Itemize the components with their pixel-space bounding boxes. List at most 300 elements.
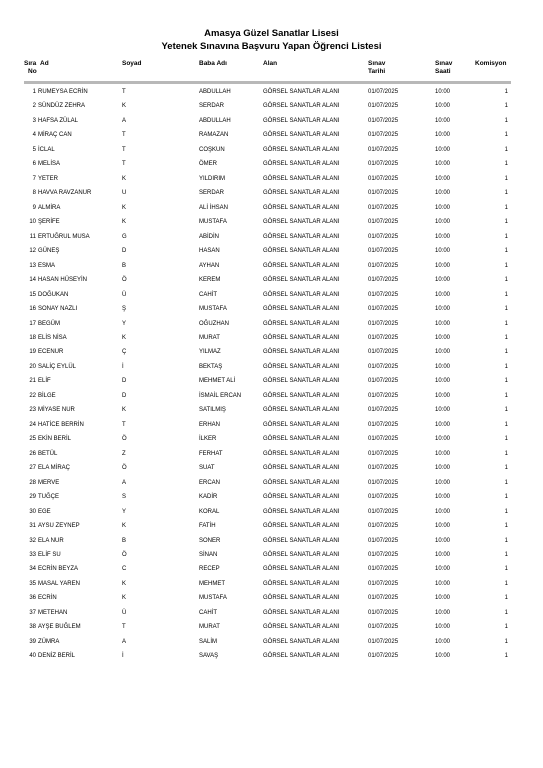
cell-baba-adi: YILDIRIM xyxy=(199,175,226,182)
cell-komisyon: 1 xyxy=(504,320,508,327)
table-row xyxy=(0,649,543,663)
cell-soyad: B xyxy=(122,262,127,269)
cell-baba-adi: SUAT xyxy=(199,465,215,472)
cell-komisyon: 1 xyxy=(504,638,508,645)
table-row xyxy=(0,562,543,576)
cell-soyad: T xyxy=(122,624,126,631)
cell-alan: GÖRSEL SANATLAR ALANI xyxy=(263,653,340,660)
table-row xyxy=(0,505,543,519)
cell-baba-adi: SİNAN xyxy=(199,552,218,558)
cell-alan: GÖRSEL SANATLAR ALANI xyxy=(263,638,340,645)
cell-ad: EKİN BERİL xyxy=(38,436,72,443)
cell-soyad: K xyxy=(122,523,127,530)
cell-baba-adi: KADİR xyxy=(199,494,218,501)
cell-komisyon: 1 xyxy=(504,219,508,226)
cell-komisyon: 1 xyxy=(504,407,508,414)
cell-ad: MİRAÇ CAN xyxy=(38,132,72,139)
table-row xyxy=(0,461,543,475)
cell-sira-no: 13 xyxy=(29,262,36,269)
table-row xyxy=(0,591,543,605)
cell-baba-adi: ABİDİN xyxy=(199,233,220,240)
cell-komisyon: 1 xyxy=(504,334,508,341)
table-row xyxy=(0,99,543,113)
cell-soyad: S xyxy=(122,494,127,501)
cell-sinav-tarihi: 01/07/2025 xyxy=(368,349,399,356)
cell-soyad: K xyxy=(122,595,127,602)
cell-sinav-tarihi: 01/07/2025 xyxy=(368,609,399,616)
cell-sinav-tarihi: 01/07/2025 xyxy=(368,175,399,182)
cell-sinav-saati: 10:00 xyxy=(435,523,451,530)
cell-komisyon: 1 xyxy=(504,537,508,544)
cell-sira-no: 22 xyxy=(29,392,36,399)
table-row xyxy=(0,447,543,461)
cell-sinav-tarihi: 01/07/2025 xyxy=(368,552,399,558)
cell-sinav-saati: 10:00 xyxy=(435,609,451,616)
cell-sira-no: 17 xyxy=(29,320,36,327)
cell-komisyon: 1 xyxy=(504,436,508,443)
cell-baba-adi: SERDAR xyxy=(199,190,225,197)
cell-ad: SALİÇ EYLÜL xyxy=(38,363,77,370)
cell-komisyon: 1 xyxy=(504,624,508,631)
cell-komisyon: 1 xyxy=(504,132,508,139)
column-header-saati-line2: Saati xyxy=(435,68,451,75)
cell-sinav-tarihi: 01/07/2025 xyxy=(368,638,399,645)
column-header-saati-line1: Sınav xyxy=(435,60,453,67)
header-divider xyxy=(24,81,511,84)
cell-ad: ŞERİFE xyxy=(38,219,60,226)
cell-sinav-saati: 10:00 xyxy=(435,479,451,486)
cell-komisyon: 1 xyxy=(504,204,508,211)
cell-sinav-saati: 10:00 xyxy=(435,653,451,660)
cell-sinav-saati: 10:00 xyxy=(435,552,451,558)
cell-sira-no: 9 xyxy=(32,204,36,211)
cell-sinav-saati: 10:00 xyxy=(435,407,451,414)
cell-ad: HAVVA RAVZANUR xyxy=(38,190,92,197)
cell-komisyon: 1 xyxy=(504,190,508,197)
cell-sira-no: 1 xyxy=(32,89,36,95)
cell-sinav-tarihi: 01/07/2025 xyxy=(368,306,399,313)
cell-soyad: Z xyxy=(122,450,126,457)
cell-baba-adi: BEKTAŞ xyxy=(199,363,223,370)
table-row xyxy=(0,432,543,446)
cell-ad: GÜNEŞ xyxy=(38,248,60,255)
table-row xyxy=(0,476,543,490)
cell-sinav-tarihi: 01/07/2025 xyxy=(368,334,399,341)
cell-sinav-tarihi: 01/07/2025 xyxy=(368,494,399,501)
cell-baba-adi: CAHİT xyxy=(199,291,217,298)
cell-soyad: C xyxy=(122,566,127,573)
cell-sinav-saati: 10:00 xyxy=(435,465,451,472)
cell-soyad: Y xyxy=(122,320,127,327)
cell-ad: METEHAN xyxy=(38,609,68,616)
cell-sinav-tarihi: 01/07/2025 xyxy=(368,190,399,197)
column-header-sira-line1: Sıra xyxy=(24,60,37,67)
cell-soyad: Ü xyxy=(122,291,127,298)
cell-sinav-saati: 10:00 xyxy=(435,117,451,124)
cell-komisyon: 1 xyxy=(504,421,508,428)
cell-sira-no: 24 xyxy=(29,421,36,428)
cell-komisyon: 1 xyxy=(504,363,508,370)
table-row xyxy=(0,548,543,562)
cell-soyad: K xyxy=(122,219,127,226)
cell-alan: GÖRSEL SANATLAR ALANI xyxy=(263,132,340,139)
cell-komisyon: 1 xyxy=(504,450,508,457)
cell-alan: GÖRSEL SANATLAR ALANI xyxy=(263,190,340,197)
cell-baba-adi: İSMAİL ERCAN xyxy=(199,392,242,399)
cell-sira-no: 38 xyxy=(29,624,36,631)
cell-komisyon: 1 xyxy=(504,291,508,298)
cell-alan: GÖRSEL SANATLAR ALANI xyxy=(263,595,340,602)
cell-baba-adi: SONER xyxy=(199,537,221,544)
table-row xyxy=(0,230,543,244)
cell-sinav-saati: 10:00 xyxy=(435,580,451,587)
cell-sinav-saati: 10:00 xyxy=(435,392,451,399)
cell-ad: SONAY NAZLI xyxy=(38,306,78,313)
cell-alan: GÖRSEL SANATLAR ALANI xyxy=(263,291,340,298)
cell-baba-adi: YILMAZ xyxy=(199,349,221,356)
cell-sira-no: 15 xyxy=(29,291,36,298)
cell-sinav-saati: 10:00 xyxy=(435,450,451,457)
cell-sinav-tarihi: 01/07/2025 xyxy=(368,320,399,327)
cell-ad: ECRİN xyxy=(38,595,57,602)
cell-alan: GÖRSEL SANATLAR ALANI xyxy=(263,320,340,327)
cell-sinav-saati: 10:00 xyxy=(435,320,451,327)
cell-baba-adi: MEHMET ALİ xyxy=(199,378,236,385)
cell-baba-adi: ERCAN xyxy=(199,479,221,486)
cell-alan: GÖRSEL SANATLAR ALANI xyxy=(263,277,340,284)
table-row xyxy=(0,157,543,171)
cell-soyad: K xyxy=(122,103,127,110)
cell-alan: GÖRSEL SANATLAR ALANI xyxy=(263,161,340,168)
cell-komisyon: 1 xyxy=(504,523,508,530)
table-row xyxy=(0,534,543,548)
cell-sinav-tarihi: 01/07/2025 xyxy=(368,89,399,95)
column-header-sira-no xyxy=(24,60,37,76)
cell-soyad: D xyxy=(122,378,127,385)
cell-baba-adi: SALİM xyxy=(199,638,218,645)
cell-komisyon: 1 xyxy=(504,161,508,168)
cell-sira-no: 30 xyxy=(29,508,36,515)
cell-sira-no: 29 xyxy=(29,494,36,501)
cell-sinav-tarihi: 01/07/2025 xyxy=(368,363,399,370)
cell-sinav-saati: 10:00 xyxy=(435,638,451,645)
column-header-baba-adi: Baba Adı xyxy=(199,60,227,67)
cell-komisyon: 1 xyxy=(504,465,508,472)
cell-sinav-tarihi: 01/07/2025 xyxy=(368,204,399,211)
column-header-alan: Alan xyxy=(263,60,278,67)
cell-sinav-saati: 10:00 xyxy=(435,595,451,602)
cell-baba-adi: COŞKUN xyxy=(199,146,225,153)
cell-soyad: A xyxy=(122,638,127,645)
table-row xyxy=(0,317,543,331)
cell-soyad: Ö xyxy=(122,277,127,284)
table-row xyxy=(0,389,543,403)
cell-soyad: İ xyxy=(122,363,124,370)
cell-sinav-tarihi: 01/07/2025 xyxy=(368,103,399,110)
cell-sinav-saati: 10:00 xyxy=(435,537,451,544)
cell-komisyon: 1 xyxy=(504,175,508,182)
cell-sira-no: 3 xyxy=(32,117,36,124)
table-row xyxy=(0,490,543,504)
cell-alan: GÖRSEL SANATLAR ALANI xyxy=(263,537,340,544)
cell-baba-adi: CAHİT xyxy=(199,609,217,616)
cell-soyad: Ç xyxy=(122,349,127,356)
cell-sira-no: 31 xyxy=(29,523,36,530)
cell-sinav-saati: 10:00 xyxy=(435,262,451,269)
cell-komisyon: 1 xyxy=(504,653,508,660)
cell-baba-adi: İLKER xyxy=(199,436,217,443)
cell-alan: GÖRSEL SANATLAR ALANI xyxy=(263,103,340,110)
cell-sinav-tarihi: 01/07/2025 xyxy=(368,537,399,544)
cell-sinav-tarihi: 01/07/2025 xyxy=(368,421,399,428)
cell-komisyon: 1 xyxy=(504,609,508,616)
cell-ad: YETER xyxy=(38,175,59,182)
cell-sinav-saati: 10:00 xyxy=(435,190,451,197)
cell-sinav-tarihi: 01/07/2025 xyxy=(368,479,399,486)
column-header-no-line2: No xyxy=(28,68,37,75)
cell-baba-adi: MURAT xyxy=(199,334,220,341)
table-row xyxy=(0,201,543,215)
student-list xyxy=(0,85,543,664)
cell-ad: HAFSA ZÜLAL xyxy=(38,117,79,124)
cell-komisyon: 1 xyxy=(504,566,508,573)
cell-alan: GÖRSEL SANATLAR ALANI xyxy=(263,450,340,457)
cell-sinav-saati: 10:00 xyxy=(435,508,451,515)
cell-alan: GÖRSEL SANATLAR ALANI xyxy=(263,262,340,269)
cell-baba-adi: KORAL xyxy=(199,508,220,515)
cell-soyad: K xyxy=(122,580,127,587)
cell-ad: ESMA xyxy=(38,262,56,269)
cell-sinav-saati: 10:00 xyxy=(435,363,451,370)
cell-soyad: Ö xyxy=(122,552,127,558)
cell-baba-adi: ÖMER xyxy=(199,161,217,168)
table-row xyxy=(0,418,543,432)
cell-sira-no: 34 xyxy=(29,566,36,573)
table-row xyxy=(0,302,543,316)
cell-sira-no: 5 xyxy=(32,146,36,153)
cell-sira-no: 14 xyxy=(29,277,36,284)
cell-ad: ECRİN BEYZA xyxy=(38,566,79,573)
cell-sinav-saati: 10:00 xyxy=(435,233,451,240)
cell-baba-adi: MUSTAFA xyxy=(199,306,227,313)
cell-ad: MELİSA xyxy=(38,161,61,168)
cell-alan: GÖRSEL SANATLAR ALANI xyxy=(263,421,340,428)
cell-sinav-saati: 10:00 xyxy=(435,248,451,255)
cell-alan: GÖRSEL SANATLAR ALANI xyxy=(263,407,340,414)
cell-sinav-tarihi: 01/07/2025 xyxy=(368,436,399,443)
cell-sinav-saati: 10:00 xyxy=(435,624,451,631)
cell-alan: GÖRSEL SANATLAR ALANI xyxy=(263,204,340,211)
cell-sinav-saati: 10:00 xyxy=(435,161,451,168)
cell-sira-no: 23 xyxy=(29,407,36,414)
cell-sinav-saati: 10:00 xyxy=(435,378,451,385)
cell-ad: MASAL YAREN xyxy=(38,580,80,587)
table-row xyxy=(0,128,543,142)
cell-sinav-saati: 10:00 xyxy=(435,334,451,341)
cell-soyad: B xyxy=(122,537,127,544)
cell-soyad: T xyxy=(122,161,126,168)
cell-soyad: A xyxy=(122,479,127,486)
cell-ad: ELA NUR xyxy=(38,537,64,544)
cell-komisyon: 1 xyxy=(504,494,508,501)
cell-sinav-tarihi: 01/07/2025 xyxy=(368,146,399,153)
column-header-tarihi-line2: Tarihi xyxy=(368,68,386,75)
table-row xyxy=(0,577,543,591)
cell-komisyon: 1 xyxy=(504,378,508,385)
cell-ad: TUĞÇE xyxy=(38,494,59,501)
cell-baba-adi: SERDAR xyxy=(199,103,225,110)
cell-soyad: Y xyxy=(122,508,127,515)
table-row xyxy=(0,186,543,200)
cell-soyad: Ö xyxy=(122,436,127,443)
cell-alan: GÖRSEL SANATLAR ALANI xyxy=(263,465,340,472)
cell-sira-no: 28 xyxy=(29,479,36,486)
cell-alan: GÖRSEL SANATLAR ALANI xyxy=(263,363,340,370)
cell-alan: GÖRSEL SANATLAR ALANI xyxy=(263,508,340,515)
cell-ad: DENİZ BERİL xyxy=(38,653,76,660)
cell-alan: GÖRSEL SANATLAR ALANI xyxy=(263,89,340,95)
table-row xyxy=(0,403,543,417)
cell-sira-no: 11 xyxy=(29,233,36,240)
cell-ad: ELA MİRAÇ xyxy=(38,465,71,472)
cell-sira-no: 35 xyxy=(29,580,36,587)
cell-baba-adi: FERHAT xyxy=(199,450,223,457)
cell-komisyon: 1 xyxy=(504,595,508,602)
cell-sinav-tarihi: 01/07/2025 xyxy=(368,378,399,385)
cell-sinav-saati: 10:00 xyxy=(435,219,451,226)
table-row xyxy=(0,620,543,634)
table-row xyxy=(0,143,543,157)
cell-ad: AYSU ZEYNEP xyxy=(38,523,80,530)
cell-alan: GÖRSEL SANATLAR ALANI xyxy=(263,624,340,631)
cell-baba-adi: RECEP xyxy=(199,566,220,573)
cell-sinav-tarihi: 01/07/2025 xyxy=(368,624,399,631)
cell-sinav-tarihi: 01/07/2025 xyxy=(368,291,399,298)
cell-baba-adi: HASAN xyxy=(199,248,220,255)
table-row xyxy=(0,273,543,287)
cell-sira-no: 2 xyxy=(32,103,36,110)
cell-soyad: G xyxy=(122,233,127,240)
cell-baba-adi: MUSTAFA xyxy=(199,219,227,226)
cell-sinav-saati: 10:00 xyxy=(435,132,451,139)
cell-soyad: Ü xyxy=(122,609,127,616)
cell-ad: ERTUĞRUL MUSA xyxy=(38,233,90,240)
cell-sinav-tarihi: 01/07/2025 xyxy=(368,277,399,284)
cell-sinav-saati: 10:00 xyxy=(435,436,451,443)
cell-sinav-tarihi: 01/07/2025 xyxy=(368,595,399,602)
table-row xyxy=(0,374,543,388)
cell-baba-adi: KEREM xyxy=(199,277,221,284)
cell-sinav-saati: 10:00 xyxy=(435,175,451,182)
cell-alan: GÖRSEL SANATLAR ALANI xyxy=(263,334,340,341)
table-header xyxy=(0,60,543,80)
table-row xyxy=(0,85,543,99)
cell-sinav-tarihi: 01/07/2025 xyxy=(368,653,399,660)
column-header-soyad: Soyad xyxy=(122,60,142,67)
cell-sinav-tarihi: 01/07/2025 xyxy=(368,523,399,530)
cell-baba-adi: SAVAŞ xyxy=(199,653,219,660)
cell-alan: GÖRSEL SANATLAR ALANI xyxy=(263,479,340,486)
cell-alan: GÖRSEL SANATLAR ALANI xyxy=(263,436,340,443)
cell-ad: MERVE xyxy=(38,479,60,486)
cell-sinav-tarihi: 01/07/2025 xyxy=(368,161,399,168)
cell-sinav-tarihi: 01/07/2025 xyxy=(368,566,399,573)
cell-baba-adi: SATILMIŞ xyxy=(199,407,226,414)
cell-ad: ELİS NİSA xyxy=(38,334,67,341)
cell-sira-no: 36 xyxy=(29,595,36,602)
cell-sinav-saati: 10:00 xyxy=(435,89,451,95)
cell-alan: GÖRSEL SANATLAR ALANI xyxy=(263,580,340,587)
cell-ad: ELİF SU xyxy=(38,552,61,558)
table-row xyxy=(0,215,543,229)
cell-alan: GÖRSEL SANATLAR ALANI xyxy=(263,233,340,240)
cell-baba-adi: MURAT xyxy=(199,624,220,631)
cell-alan: GÖRSEL SANATLAR ALANI xyxy=(263,219,340,226)
table-row xyxy=(0,259,543,273)
cell-alan: GÖRSEL SANATLAR ALANI xyxy=(263,248,340,255)
cell-alan: GÖRSEL SANATLAR ALANI xyxy=(263,392,340,399)
cell-sinav-tarihi: 01/07/2025 xyxy=(368,465,399,472)
cell-alan: GÖRSEL SANATLAR ALANI xyxy=(263,552,340,558)
cell-baba-adi: MEHMET xyxy=(199,580,225,587)
cell-ad: ZÜMRA xyxy=(38,638,60,645)
cell-sira-no: 18 xyxy=(29,334,36,341)
cell-sinav-tarihi: 01/07/2025 xyxy=(368,219,399,226)
column-header-komisyon: Komisyon xyxy=(475,60,507,67)
cell-sinav-tarihi: 01/07/2025 xyxy=(368,580,399,587)
cell-komisyon: 1 xyxy=(504,580,508,587)
cell-sinav-tarihi: 01/07/2025 xyxy=(368,262,399,269)
cell-sira-no: 25 xyxy=(29,436,36,443)
cell-sinav-saati: 10:00 xyxy=(435,566,451,573)
cell-ad: ELİF xyxy=(38,378,51,385)
cell-soyad: Ö xyxy=(122,465,127,472)
cell-komisyon: 1 xyxy=(504,262,508,269)
column-header-ad: Ad xyxy=(40,60,49,67)
cell-baba-adi: ABDULLAH xyxy=(199,117,231,124)
cell-sira-no: 21 xyxy=(29,378,36,385)
cell-sira-no: 19 xyxy=(29,349,36,356)
cell-baba-adi: ALİ İHSAN xyxy=(199,204,229,211)
cell-alan: GÖRSEL SANATLAR ALANI xyxy=(263,146,340,153)
cell-sinav-tarihi: 01/07/2025 xyxy=(368,233,399,240)
table-row xyxy=(0,519,543,533)
cell-sinav-tarihi: 01/07/2025 xyxy=(368,132,399,139)
cell-komisyon: 1 xyxy=(504,479,508,486)
cell-soyad: D xyxy=(122,392,127,399)
cell-alan: GÖRSEL SANATLAR ALANI xyxy=(263,349,340,356)
cell-sinav-saati: 10:00 xyxy=(435,494,451,501)
cell-sinav-tarihi: 01/07/2025 xyxy=(368,450,399,457)
cell-sira-no: 40 xyxy=(29,653,36,660)
cell-ad: HASAN HÜSEYİN xyxy=(38,277,88,284)
cell-ad: RUMEYSA ECRİN xyxy=(38,89,88,95)
cell-alan: GÖRSEL SANATLAR ALANI xyxy=(263,566,340,573)
cell-soyad: A xyxy=(122,117,127,124)
cell-ad: EGE xyxy=(38,508,51,515)
cell-sira-no: 20 xyxy=(29,363,36,370)
table-row xyxy=(0,360,543,374)
cell-sira-no: 27 xyxy=(29,465,36,472)
cell-soyad: D xyxy=(122,248,127,255)
cell-sinav-saati: 10:00 xyxy=(435,103,451,110)
cell-soyad: İ xyxy=(122,653,124,660)
cell-soyad: T xyxy=(122,132,126,139)
cell-sinav-saati: 10:00 xyxy=(435,349,451,356)
cell-sinav-saati: 10:00 xyxy=(435,204,451,211)
cell-ad: DOĞUKAN xyxy=(38,291,69,298)
cell-sinav-saati: 10:00 xyxy=(435,421,451,428)
